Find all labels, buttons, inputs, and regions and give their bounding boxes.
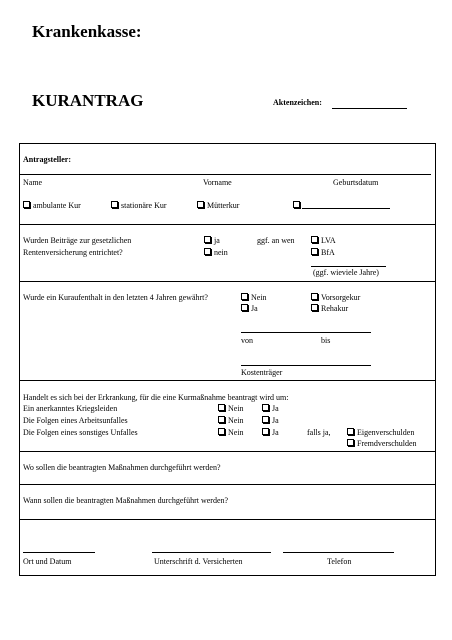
file-number-label: Aktenzeichen: xyxy=(273,98,322,107)
checkbox-icon xyxy=(241,304,248,311)
frame-top xyxy=(19,143,435,144)
self-fault-label: Eigenverschulden xyxy=(357,428,415,437)
pension-yes-checkbox[interactable] xyxy=(204,236,220,246)
insurer-label: Krankenkasse: xyxy=(32,22,142,41)
divider-3 xyxy=(19,380,435,381)
frame-right xyxy=(435,143,436,575)
prior-cure-payer: Kostenträger xyxy=(241,368,283,377)
checkbox-icon xyxy=(111,201,118,208)
checkbox-icon xyxy=(311,248,318,255)
name-line[interactable] xyxy=(19,174,431,175)
self-fault-checkbox[interactable] xyxy=(347,428,414,438)
prior-cure-no-checkbox[interactable] xyxy=(241,293,267,303)
illness-row-label: Die Folgen eines Arbeitsunfalles xyxy=(23,416,128,425)
form-title: KURANTRAG xyxy=(32,91,144,110)
checkbox-icon xyxy=(241,293,248,300)
col-name: Name xyxy=(23,178,43,187)
prior-cure-preventive-label: Vorsorgekur xyxy=(321,293,361,302)
signature-field[interactable] xyxy=(152,552,271,553)
checkbox-icon xyxy=(262,428,269,435)
checkbox-icon xyxy=(311,304,318,311)
cure-ambulant-checkbox[interactable] xyxy=(23,201,81,211)
cure-inpatient-checkbox[interactable] xyxy=(111,201,167,211)
pension-to-whom: ggf. an wen xyxy=(257,236,295,245)
checkbox-icon xyxy=(204,248,211,255)
phone-label: Telefon xyxy=(327,557,352,566)
applicant-heading: Antragsteller: xyxy=(23,155,71,164)
illness-row-no-checkbox[interactable] xyxy=(218,416,244,426)
third-party-fault-checkbox[interactable] xyxy=(347,439,417,449)
pension-years-note: (ggf. wieviele Jahre) xyxy=(313,268,379,277)
checkbox-icon xyxy=(311,293,318,300)
cure-inpatient-label: stationäre Kur xyxy=(121,201,167,210)
cure-other-field[interactable] xyxy=(302,208,390,209)
pension-question-2: Rentenversicherung entrichtet? xyxy=(23,248,123,257)
prior-cure-no-label: Nein xyxy=(251,293,267,302)
prior-cure-payer-field[interactable] xyxy=(241,365,371,366)
col-birthdate: Geburtsdatum xyxy=(333,178,379,187)
checkbox-icon xyxy=(197,201,204,208)
pension-no-label: nein xyxy=(214,248,228,257)
phone-field[interactable] xyxy=(283,552,394,553)
when-question: Wann sollen die beantragten Maßnahmen durchgeführt werden? xyxy=(23,496,229,505)
cure-mother-label: Mütterkur xyxy=(207,201,240,210)
pension-yes-label: ja xyxy=(214,236,220,245)
signature-label: Unterschrift d. Versicherten xyxy=(154,557,243,566)
divider-6 xyxy=(19,519,435,520)
divider-1 xyxy=(19,224,435,225)
place-date-field[interactable] xyxy=(23,552,95,553)
checkbox-icon xyxy=(218,404,225,411)
illness-row-yes-label: Ja xyxy=(272,416,279,425)
cure-other-checkbox[interactable] xyxy=(293,201,303,211)
prior-cure-yes-label: Ja xyxy=(251,304,258,313)
checkbox-icon xyxy=(204,236,211,243)
cure-mother-checkbox[interactable] xyxy=(197,201,239,211)
pension-lva-label: LVA xyxy=(321,236,336,245)
place-date-label: Ort und Datum xyxy=(23,557,72,566)
illness-row-yes-checkbox[interactable] xyxy=(262,416,279,426)
illness-row-no-label: Nein xyxy=(228,428,244,437)
divider-5 xyxy=(19,484,435,485)
frame-bottom xyxy=(19,575,436,576)
checkbox-icon xyxy=(23,201,30,208)
prior-cure-rehab-label: Rehakur xyxy=(321,304,349,313)
illness-row-label: Ein anerkanntes Kriegsleiden xyxy=(23,404,118,413)
checkbox-icon xyxy=(347,428,354,435)
illness-row-no-label: Nein xyxy=(228,404,244,413)
checkbox-icon xyxy=(262,404,269,411)
prior-cure-rehab-checkbox[interactable] xyxy=(311,304,348,314)
pension-bfa-checkbox[interactable] xyxy=(311,248,335,258)
prior-cure-to: bis xyxy=(321,336,331,345)
prior-cure-preventive-checkbox[interactable] xyxy=(311,293,360,303)
prior-cure-period-field[interactable] xyxy=(241,332,371,333)
illness-if-yes: falls ja, xyxy=(307,428,331,437)
illness-row-yes-label: Ja xyxy=(272,428,279,437)
checkbox-icon xyxy=(262,416,269,423)
illness-row-yes-checkbox[interactable] xyxy=(262,404,279,414)
where-question: Wo sollen die beantragten Maßnahmen durchgeführt werden? xyxy=(23,463,221,472)
col-firstname: Vorname xyxy=(203,178,232,187)
illness-intro: Handelt es sich bei der Erkrankung, für die eine Kurmaßnahme beantragt wird um: xyxy=(23,393,289,402)
prior-cure-from: von xyxy=(241,336,253,345)
prior-cure-question: Wurde ein Kuraufenthalt in den letzten 4 Jahren gewährt? xyxy=(23,293,208,302)
illness-row-yes-checkbox[interactable] xyxy=(262,428,279,438)
checkbox-icon xyxy=(218,416,225,423)
divider-2 xyxy=(19,281,435,282)
third-party-fault-label: Fremdverschulden xyxy=(357,439,417,448)
divider-4 xyxy=(19,451,435,452)
illness-row-label: Die Folgen eines sonstiges Unfalles xyxy=(23,428,138,437)
illness-row-no-checkbox[interactable] xyxy=(218,404,244,414)
frame-left xyxy=(19,143,20,575)
file-number-field[interactable] xyxy=(332,108,407,109)
prior-cure-yes-checkbox[interactable] xyxy=(241,304,258,314)
checkbox-icon xyxy=(218,428,225,435)
pension-no-checkbox[interactable] xyxy=(204,248,228,258)
pension-bfa-label: BfA xyxy=(321,248,335,257)
pension-lva-checkbox[interactable] xyxy=(311,236,336,246)
illness-row-no-checkbox[interactable] xyxy=(218,428,244,438)
pension-years-field[interactable] xyxy=(311,266,386,267)
checkbox-icon xyxy=(347,439,354,446)
cure-ambulant-label: ambulante Kur xyxy=(33,201,81,210)
checkbox-icon xyxy=(293,201,300,208)
checkbox-icon xyxy=(311,236,318,243)
illness-row-no-label: Nein xyxy=(228,416,244,425)
pension-question-1: Wurden Beiträge zur gesetzlichen xyxy=(23,236,132,245)
illness-row-yes-label: Ja xyxy=(272,404,279,413)
